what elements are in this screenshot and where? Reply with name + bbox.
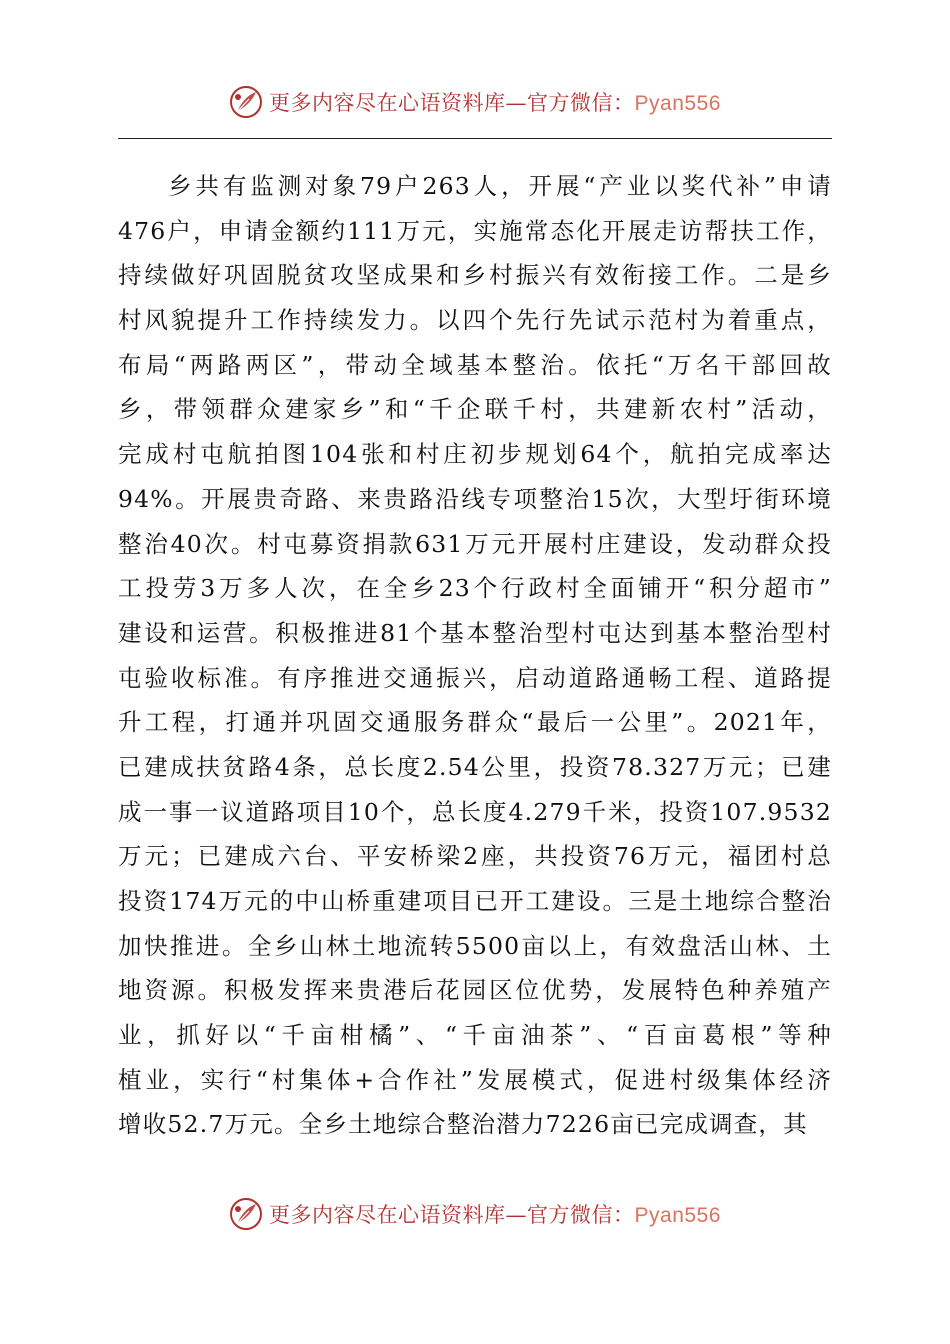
feather-logo-icon <box>229 85 263 119</box>
body-line: 476户，申请金额约111万元，实施常态化开展走访帮扶工作， <box>118 216 832 245</box>
header-wechat-id: Pyan556 <box>634 92 721 115</box>
body-line: 成一事一议道路项目10个，总长度4.279千米，投资107.9532 <box>118 797 832 826</box>
body-line: 完成村屯航拍图104张和村庄初步规划64个，航拍完成率达 <box>118 440 832 469</box>
footer-banner-text: 更多内容尽在心语资料库—官方微信：Pyan556 <box>269 1203 721 1227</box>
body-line: 乡共有监测对象79户263人，开展“产业以奖代补”申请 <box>168 172 832 200</box>
body-line: 万元；已建成六台、平安桥梁2座，共投资76万元，福团村总 <box>118 842 832 871</box>
body-line: 业，抓好以“千亩柑橘”、“千亩油茶”、“百亩葛根”等种 <box>118 1021 832 1050</box>
body-line: 地资源。积极发挥来贵港后花园区位优势，发展特色种养殖产 <box>118 976 832 1005</box>
document-body <box>118 164 832 1147</box>
body-line: 布局“两路两区”，带动全域基本整治。依托“万名干部回故 <box>118 350 832 379</box>
body-line: 乡，带领群众建家乡”和“千企联千村，共建新农村”活动， <box>118 395 832 424</box>
body-line: 植业，实行“村集体+合作社”发展模式，促进村级集体经济 <box>118 1065 832 1094</box>
body-line: 持续做好巩固脱贫攻坚成果和乡村振兴有效衔接工作。二是乡 <box>118 261 832 290</box>
body-line: 已建成扶贫路4条，总长度2.54公里，投资78.327万元；已建 <box>118 752 832 781</box>
header-divider <box>118 138 832 139</box>
footer-banner <box>0 1196 950 1232</box>
body-line: 加快推进。全乡山林土地流转5500亩以上，有效盘活山林、土 <box>118 931 832 960</box>
feather-logo-icon <box>229 1197 263 1231</box>
body-line: 屯验收标准。有序推进交通振兴，启动道路通畅工程、道路提 <box>118 663 832 692</box>
body-line: 94%。开展贵奇路、来贵路沿线专项整治15次，大型圩街环境 <box>118 484 832 513</box>
footer-wechat-id: Pyan556 <box>634 1204 721 1227</box>
header-banner <box>0 84 950 120</box>
body-line: 增收52.7万元。全乡土地综合整治潜力7226亩已完成调查，其 <box>118 1110 808 1139</box>
body-line: 升工程，打通并巩固交通服务群众“最后一公里”。2021年， <box>118 708 832 737</box>
body-line: 投资174万元的中山桥重建项目已开工建设。三是土地综合整治 <box>118 887 832 915</box>
body-line: 建设和运营。积极推进81个基本整治型村屯达到基本整治型村 <box>118 618 832 647</box>
body-line: 整治40次。村屯募资捐款631万元开展村庄建设，发动群众投 <box>118 529 832 558</box>
header-banner-text: 更多内容尽在心语资料库—官方微信：Pyan556 <box>269 91 721 115</box>
body-line: 村风貌提升工作持续发力。以四个先行先试示范村为着重点， <box>118 306 832 335</box>
body-line: 工投劳3万多人次，在全乡23个行政村全面铺开“积分超市” <box>118 574 832 603</box>
